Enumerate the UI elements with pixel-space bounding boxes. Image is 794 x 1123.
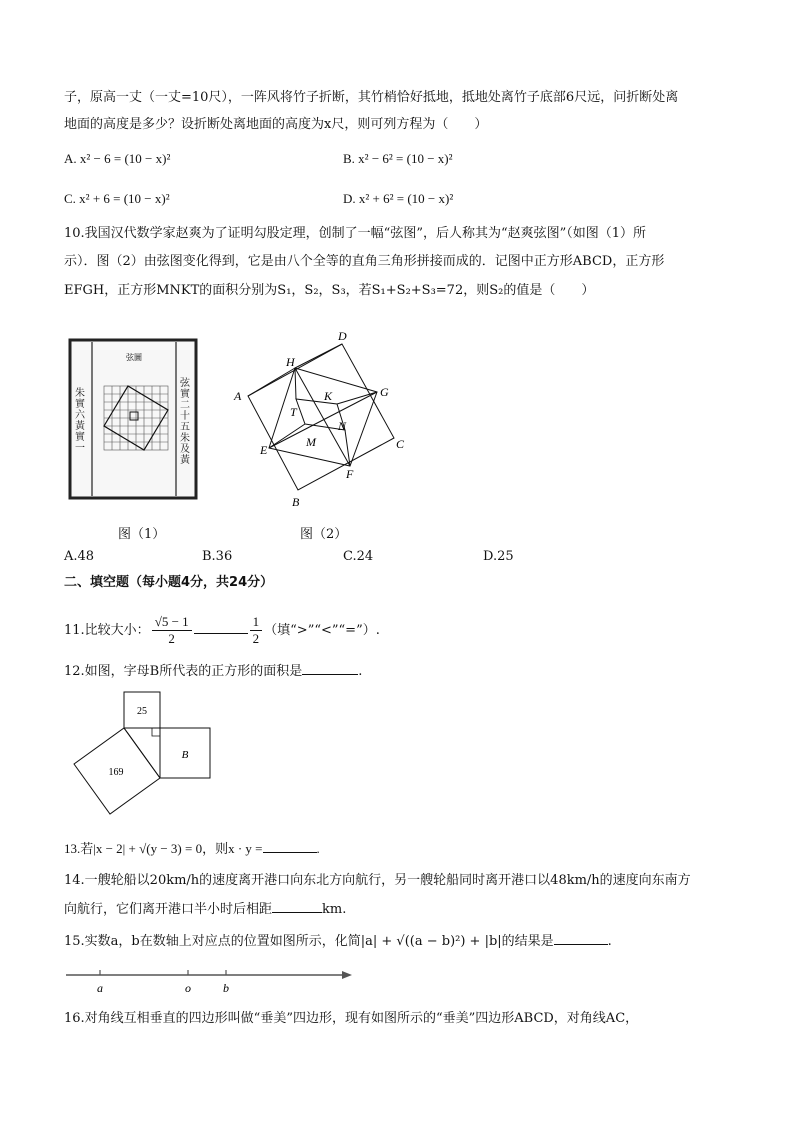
- label-H: H: [286, 355, 295, 369]
- numline-label-b: b: [223, 981, 229, 995]
- label-C: C: [396, 437, 405, 451]
- q10-option-b: B.36: [202, 549, 233, 564]
- q10-option-c: C.24: [343, 549, 374, 564]
- q15: 15.实数a，b在数轴上对应点的位置如图所示，化简|a| + √((a − b)²) + |b|的结果是 .: [64, 934, 612, 949]
- label-F: F: [346, 467, 354, 481]
- q11-suffix: （填“>”“<”“=”）.: [264, 623, 380, 638]
- q12-answer-blank[interactable]: [302, 662, 358, 675]
- q9-option-b: B. x² − 6² = (10 − x)²: [343, 151, 453, 166]
- q11-answer-blank[interactable]: [194, 621, 248, 634]
- q10-figure2: [226, 326, 416, 512]
- label-E: E: [260, 443, 268, 457]
- q10-figure1: [68, 338, 198, 500]
- label-T: T: [290, 405, 297, 419]
- q10-figure1-caption: 图（1）: [118, 527, 166, 542]
- q15-number-line: [64, 966, 354, 996]
- q10-line2: 示）．图（2）由弦图变化得到，它是由八个全等的直角三角形拼接而成的．记图中正方形ABCD，正方形: [64, 254, 665, 269]
- q10-option-a: A.48: [64, 549, 95, 564]
- q9-option-d: D. x² + 6² = (10 − x)²: [343, 191, 454, 206]
- q9-option-c: C. x² + 6 = (10 − x)²: [64, 191, 170, 206]
- label-N: N: [338, 419, 347, 433]
- q14-line2: 向航行，它们离开港口半小时后相距 km.: [64, 902, 347, 917]
- numline-label-a: a: [97, 981, 103, 995]
- label-D: D: [338, 329, 347, 343]
- q10-line1: 10.我国汉代数学家赵爽为了证明勾股定理，创制了一幅“弦图”，后人称其为“赵爽弦图”（如图（1）所: [64, 226, 647, 241]
- q13-answer-blank[interactable]: [263, 840, 317, 853]
- q9-line2: 地面的高度是多少？设折断处离地面的高度为x尺，则可列方程为（ ）: [64, 117, 488, 132]
- q10-figure2-caption: 图（2）: [300, 527, 348, 542]
- q12-text: 12.如图，字母B所代表的正方形的面积是: [64, 664, 303, 679]
- fig1-right-text: 弦實二十五朱及黃: [180, 378, 190, 466]
- q9-option-a: A. x² − 6 = (10 − x)²: [64, 151, 171, 166]
- q12-label-25: 25: [137, 706, 147, 717]
- section-title: 二、填空题（每小题4分，共24分）: [64, 575, 274, 590]
- q10-line3: EFGH，正方形MNKT的面积分别为S₁，S₂，S₃，若S₁+S₂+S₃=72，则S₂的值是（ ）: [64, 283, 595, 298]
- label-M: M: [306, 435, 316, 449]
- q11-fraction1: $\frac{√5 - 1}{2}$: [152, 614, 192, 647]
- label-A: A: [234, 389, 242, 403]
- q11-fraction2: $\frac{1}{2}$: [250, 614, 263, 647]
- q13: 13.若|x − 2| + √(y − 3) = 0，则x · y = .: [64, 841, 320, 856]
- label-B: B: [292, 495, 300, 509]
- q11: [64, 614, 380, 647]
- q12: 12.如图，字母B所代表的正方形的面积是 .: [64, 664, 363, 679]
- q15-answer-blank[interactable]: [554, 932, 608, 945]
- label-K: K: [324, 389, 333, 403]
- q9-line1: 子，原高一丈（一丈=10尺），一阵风将竹子折断，其竹梢恰好抵地，抵地处离竹子底部6尺远，问折断处离: [64, 90, 679, 105]
- q14-line1: 14.一艘轮船以20km/h的速度离开港口向东北方向航行，另一艘轮船同时离开港口以48km/h的速度向东南方: [64, 873, 691, 888]
- q14-answer-blank[interactable]: [272, 900, 322, 913]
- q16-line1: 16.对角线互相垂直的四边形叫做“垂美”四边形，现有如图所示的“垂美”四边形ABCD，对角线AC，: [64, 1011, 639, 1026]
- q13-text: 13.若|x − 2| + √(y − 3) = 0，则x · y =: [64, 841, 263, 856]
- fig1-left-text: 朱實六黃實一: [75, 388, 85, 454]
- q15-text: 15.实数a，b在数轴上对应点的位置如图所示，化简|a| + √((a − b)²) + |b|的结果是: [64, 934, 554, 949]
- q10-option-d: D.25: [483, 549, 514, 564]
- q12-label-169: 169: [108, 767, 124, 778]
- label-G: G: [380, 385, 389, 399]
- numline-label-o: o: [185, 981, 191, 995]
- q12-figure: [72, 688, 214, 820]
- fig1-top-text: 弦圖: [126, 353, 142, 362]
- q12-label-B: B: [181, 749, 189, 761]
- q11-prefix: 11.比较大小：: [64, 623, 150, 638]
